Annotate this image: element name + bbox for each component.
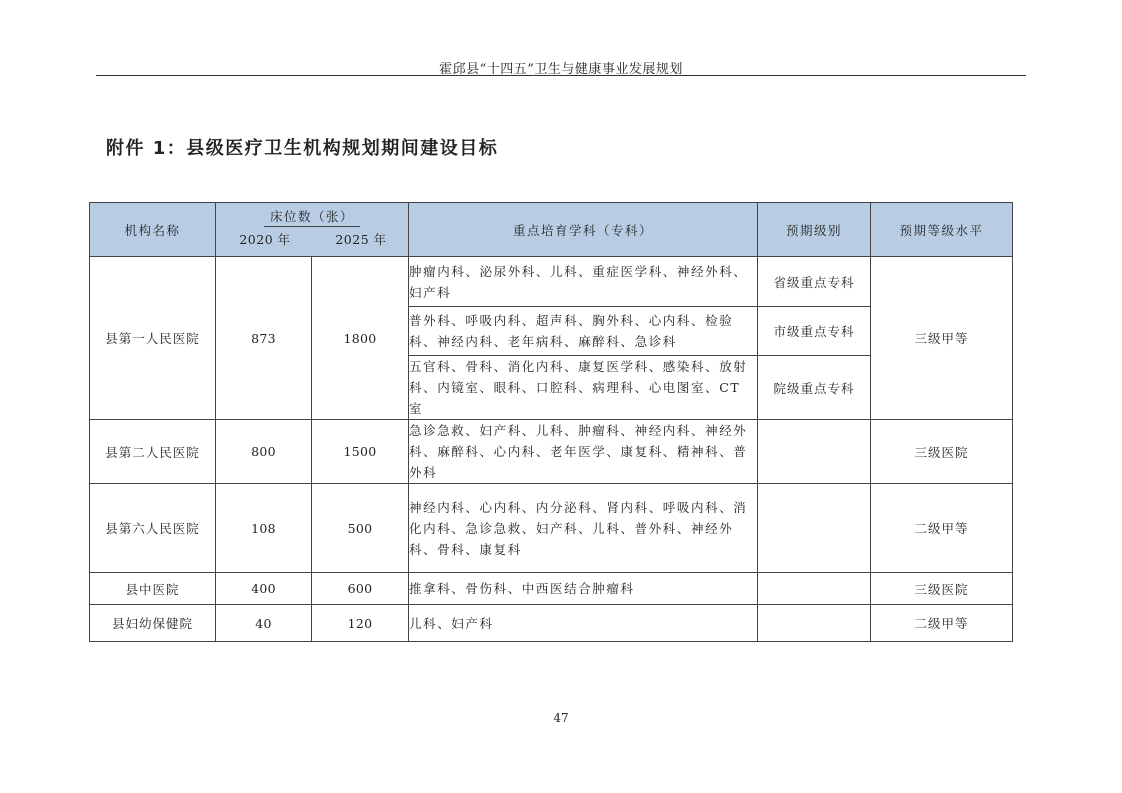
institution-name: 县第一人民医院 <box>90 257 216 420</box>
header-grade: 预期等级水平 <box>871 203 1013 257</box>
header-level: 预期级别 <box>758 203 871 257</box>
beds-2025-value: 500 <box>312 484 409 573</box>
institution-name: 县妇幼保健院 <box>90 605 216 642</box>
header-beds-2025: 2025 年 <box>335 232 387 247</box>
institution-name: 县第六人民医院 <box>90 484 216 573</box>
beds-2025-value: 1800 <box>312 257 409 420</box>
appendix-title: 附件 1：县级医疗卫生机构规划期间建设目标 <box>106 138 499 159</box>
table-row <box>90 605 1013 642</box>
beds-2020-value: 400 <box>216 573 312 605</box>
institution-name: 县中医院 <box>90 573 216 605</box>
construction-targets-table <box>89 202 1013 642</box>
table-row <box>90 573 1013 605</box>
grade-cell: 三级甲等 <box>871 257 1013 420</box>
running-header: 霍邱县“十四五”卫生与健康事业发展规划 <box>439 62 683 77</box>
header-beds-label: 床位数（张） <box>264 207 360 227</box>
beds-2025-value: 120 <box>312 605 409 642</box>
level-cell: 市级重点专科 <box>758 307 871 356</box>
header-rule <box>96 75 1026 76</box>
table-row <box>90 257 1013 307</box>
departments-cell: 肿瘤内科、泌尿外科、儿科、重症医学科、神经外科、妇产科 <box>409 257 758 307</box>
header-departments: 重点培育学科（专科） <box>409 203 758 257</box>
level-cell: 省级重点专科 <box>758 257 871 307</box>
level-cell <box>758 420 871 484</box>
departments-cell: 推拿科、骨伤科、中西医结合肿瘤科 <box>409 573 758 605</box>
beds-2020-value: 873 <box>216 257 312 420</box>
beds-2025-value: 1500 <box>312 420 409 484</box>
departments-cell: 儿科、妇产科 <box>409 605 758 642</box>
beds-2020-value: 40 <box>216 605 312 642</box>
grade-cell: 二级甲等 <box>871 605 1013 642</box>
header-institution: 机构名称 <box>90 203 216 257</box>
page-number: 47 <box>553 711 569 725</box>
level-cell <box>758 484 871 573</box>
grade-cell: 三级医院 <box>871 420 1013 484</box>
beds-2020-value: 108 <box>216 484 312 573</box>
departments-cell: 急诊急救、妇产科、儿科、肿瘤科、神经内科、神经外科、麻醉科、心内科、老年医学、康复科、精神科、普外科 <box>409 420 758 484</box>
table-row <box>90 484 1013 573</box>
level-cell: 院级重点专科 <box>758 356 871 420</box>
departments-cell: 神经内科、心内科、内分泌科、肾内科、呼吸内科、消化内科、急诊急救、妇产科、儿科、普外科、神经外科、骨科、康复科 <box>409 484 758 573</box>
table-header-row <box>90 203 1013 257</box>
header-beds <box>216 203 409 257</box>
header-beds-2020: 2020 年 <box>239 232 291 247</box>
level-cell <box>758 573 871 605</box>
table-row <box>90 420 1013 484</box>
departments-cell: 普外科、呼吸内科、超声科、胸外科、心内科、检验科、神经内科、老年病科、麻醉科、急诊科 <box>409 307 758 356</box>
beds-2025-value: 600 <box>312 573 409 605</box>
grade-cell: 二级甲等 <box>871 484 1013 573</box>
level-cell <box>758 605 871 642</box>
beds-2020-value: 800 <box>216 420 312 484</box>
institution-name: 县第二人民医院 <box>90 420 216 484</box>
grade-cell: 三级医院 <box>871 573 1013 605</box>
departments-cell: 五官科、骨科、消化内科、康复医学科、感染科、放射科、内镜室、眼科、口腔科、病理科、心电图室、CT 室 <box>409 356 758 420</box>
